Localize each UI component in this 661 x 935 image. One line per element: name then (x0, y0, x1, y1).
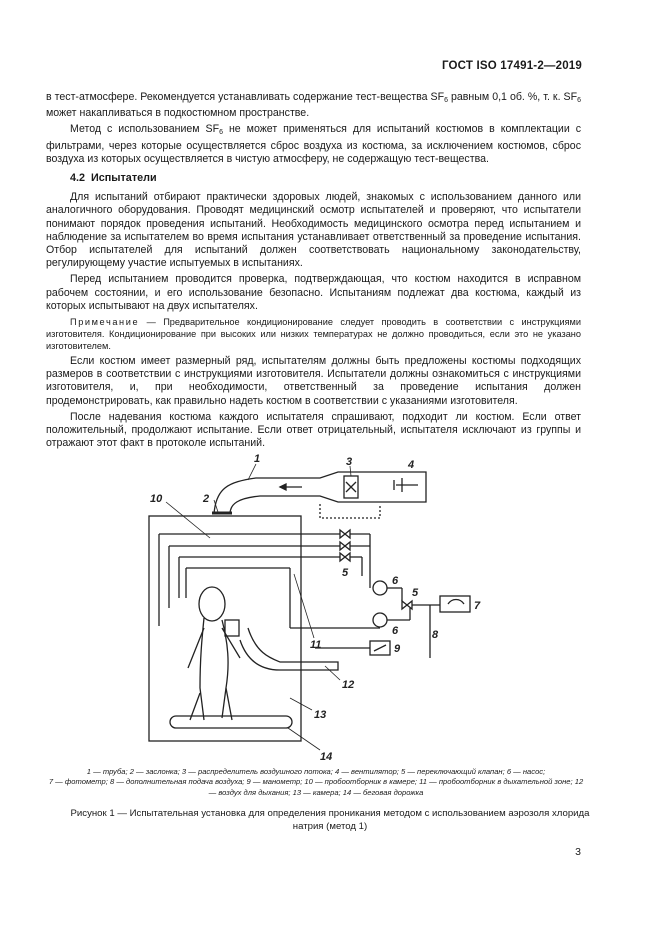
label-12: 12 (342, 679, 355, 691)
main-text (46, 91, 581, 453)
paragraph: Если костюм имеет размерный ряд, испытателям должны быть предложены костюмы подходящих размеров в соответствии с инструкциями изготовителя. Испытатели должны ознакомиться с инструкциями изготовителя, и, при необходимости, ответственный за проведение испытания должен продемонстрировать, как правильно надеть костюм в соответствии с указаниями изготовителя. (46, 355, 581, 407)
breathing-air-hose (240, 628, 338, 670)
flow-arrow-head (280, 484, 286, 490)
tester-figure (188, 587, 240, 720)
legend-line: 7 — фотометр; 8 — дополнительная подача воздуха; 9 — манометр; 10 — пробоотборник в камере; 11 — пробоотборник в дыхательной зоне; 12 — воздух для дыхания; 13 — камера; 14 — беговая дорожка (48, 777, 584, 797)
test-setup-figure (130, 448, 490, 778)
label-14: 14 (320, 751, 333, 763)
manometer-needle (374, 645, 386, 651)
note: Примечание — Предварительное кондиционирование следует проводить в соответствии с инструкциями изготовителя. Кондиционирование при высоких или низких температурах не должно проводиться, если это не указано изготовителем. (46, 317, 581, 352)
label-8: 8 (432, 629, 439, 641)
label-1: 1 (254, 453, 261, 465)
label-7: 7 (474, 600, 481, 612)
pump (373, 613, 387, 627)
paragraph: в тест-атмосфере. Рекомендуется устанавливать содержание тест-вещества $SF_6$ равным 0,1 об. %, т. к. $SF_6$ может накапливаться в подкостюмном пространстве. (46, 91, 581, 120)
label-6b: 6 (392, 625, 399, 637)
document-header: ГОСТ ISO 17491-2—2019 (441, 60, 582, 72)
page-number: 3 (575, 846, 581, 858)
label-5: 5 (342, 567, 349, 579)
paragraph: После надевания костюма каждого испытателя спрашивают, подходит ли костюм. Если ответ положительный, продолжают испытание. Если ответ отрицательный, испытателя исключают из группы и отражают этот факт в протоколе испытаний. (46, 410, 581, 450)
figure-caption: Рисунок 1 — Испытательная установка для определения проникания методом с использованием аэрозоля хлорида натрия (метод 1) (70, 808, 590, 832)
leader-lines (166, 464, 351, 750)
legend-line: 1 — труба; 2 — заслонка; 3 — распределитель воздушного потока; 4 — вентилятор; 5 — переключающий клапан; 6 — насос; (86, 767, 546, 776)
figure-legend (46, 767, 586, 798)
distributor-cross (346, 482, 356, 492)
label-5b: 5 (412, 587, 419, 599)
label-11: 11 (310, 639, 322, 651)
label-10: 10 (150, 493, 163, 505)
photometer-dial (448, 600, 464, 605)
switching-valves (340, 530, 350, 561)
label-6: 6 (392, 575, 399, 587)
label-4: 4 (408, 459, 415, 471)
label-9: 9 (394, 643, 401, 655)
tube (214, 472, 426, 514)
paragraph: Для испытаний отбирают практически здоровых людей, знакомых с использованием данного или аналогичного оборудования. Проводят медицинский осмотр испытателей и проверяют, что испытатели понимают порядок проведения испытаний. Необходимость медицинского осмотра перед испытанием и наблюдение за испытателем во время испытания устанавливает ответственный за проведение испытания. Отбор испытателей для испытаний должен соответствовать национальному законодательству, регулирующему участие испытуемых в испытаниях. (46, 191, 581, 270)
label-2: 2 (203, 493, 210, 505)
paragraph: Метод с использованием $SF_6$ не может применяться для испытаний костюмов в комплектации с фильтрами, через которые осуществляется сброс воздуха из костюма, за исключением костюмов, сброс воздуха из которых осуществляется в чистую атмосферу, не содержащую тест-вещества. (46, 123, 581, 165)
switching-valve (402, 601, 412, 609)
label-3: 3 (346, 456, 353, 468)
section-heading: 4.2 Испытатели (70, 172, 157, 185)
photometer (440, 596, 470, 612)
pump (373, 581, 387, 595)
label-13: 13 (314, 709, 327, 721)
dashed-outline (320, 504, 380, 518)
paragraph: Перед испытанием проводится проверка, подтверждающая, что костюм находится в исправном рабочем состоянии, и его использование безопасно. Испытаниям подлежат два костюма, каждый из которых испытывают на двух испытателях. (46, 273, 581, 312)
fan (394, 478, 418, 492)
